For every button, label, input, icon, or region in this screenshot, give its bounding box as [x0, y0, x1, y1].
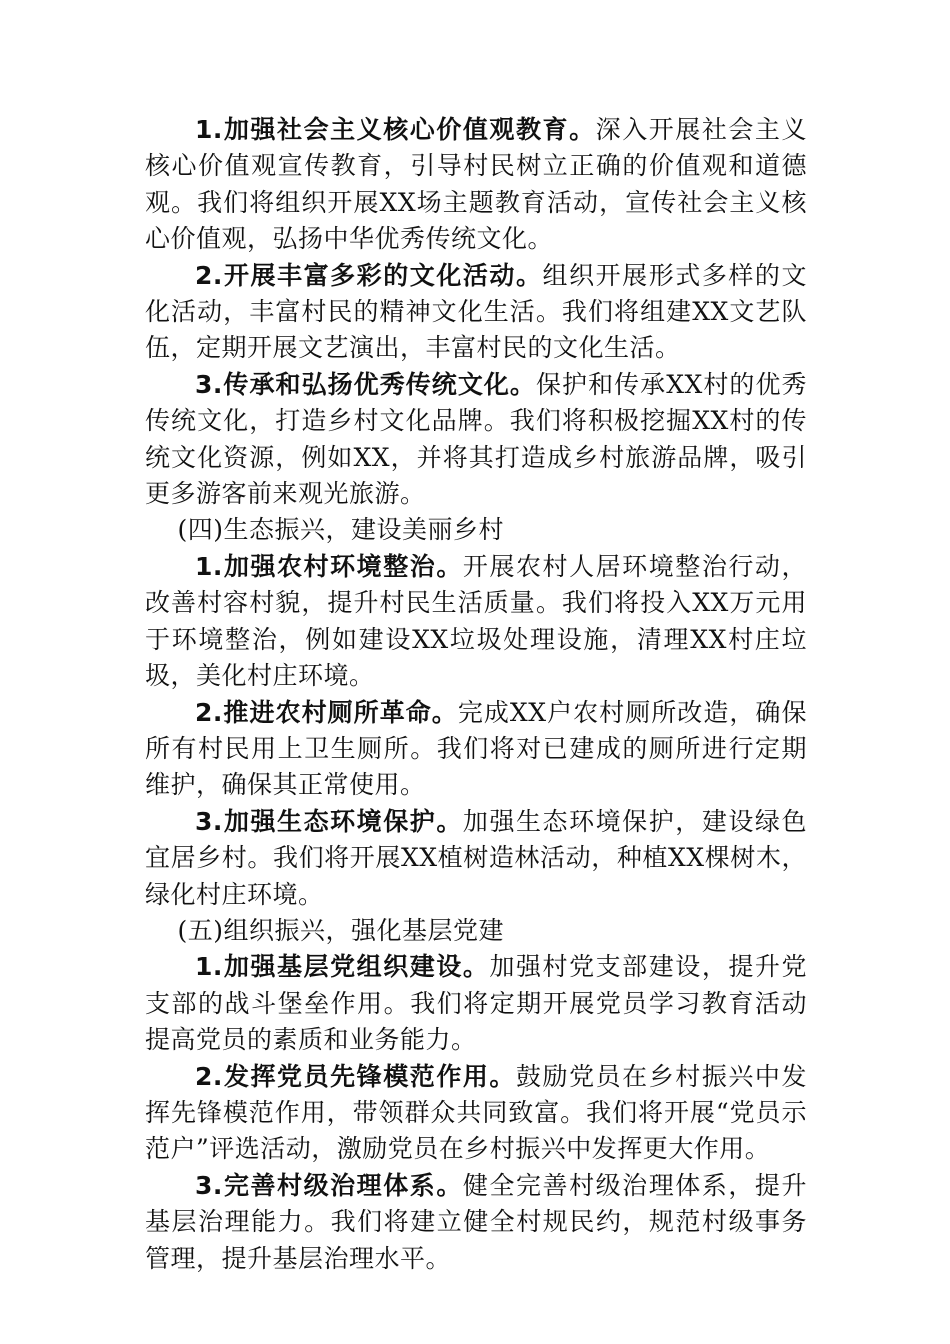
paragraph-ecology-3 [145, 804, 807, 913]
paragraph-lead: 1.加强基层党组织建设。 [195, 952, 490, 982]
paragraph-ecology-2 [145, 695, 807, 804]
paragraph-body: 深入开展社会主义核心价值观宣传教育，引导村民树立正确的价值观和道德观。我们将组织开展XX场主题教育活动，宣传社会主义核心价值观，弘扬中华优秀传统文化。 [145, 115, 807, 254]
paragraph-culture-3 [145, 367, 807, 513]
section-heading-ecology: (四)生态振兴，建设美丽乡村 [177, 515, 505, 545]
paragraph-lead: 3.加强生态环境保护。 [195, 806, 463, 836]
paragraph-body: 健全完善村级治理体系，提升基层治理能力。我们将建立健全村规民约，规范村级事务管理，提升基层治理水平。 [145, 1170, 807, 1273]
paragraph-body: 组织开展形式多样的文化活动，丰富村民的精神文化生活。我们将组建XX文艺队伍，定期开展文艺演出，丰富村民的文化生活。 [145, 260, 807, 363]
paragraph-lead: 1.加强农村环境整治。 [195, 551, 463, 581]
paragraph-lead: 3.完善村级治理体系。 [195, 1170, 463, 1200]
paragraph-culture-1 [145, 112, 807, 258]
paragraph-organization-2 [145, 1059, 807, 1168]
paragraph-lead: 2.开展丰富多彩的文化活动。 [195, 260, 543, 290]
paragraph-ecology-1 [145, 549, 807, 695]
paragraph-body: 完成XX户农村厕所改造，确保所有村民用上卫生厕所。我们将对已建成的厕所进行定期维护，确保其正常使用。 [145, 697, 807, 800]
document-page [145, 112, 807, 1277]
paragraph-culture-2 [145, 258, 807, 367]
paragraph-organization-1 [145, 949, 807, 1058]
paragraph-body: 保护和传承XX村的优秀传统文化，打造乡村文化品牌。我们将积极挖掘XX村的传统文化资源，例如XX，并将其打造成乡村旅游品牌，吸引更多游客前来观光旅游。 [145, 369, 807, 509]
section-heading-organization: (五)组织振兴，强化基层党建 [177, 915, 505, 945]
paragraph-lead: 2.发挥党员先锋模范作用。 [195, 1061, 516, 1091]
paragraph-organization-3 [145, 1168, 807, 1277]
paragraph-lead: 3.传承和弘扬优秀传统文化。 [195, 369, 536, 399]
paragraph-body: 鼓励党员在乡村振兴中发挥先锋模范作用，带领群众共同致富。我们将开展“党员示范户”评选活动，激励党员在乡村振兴中发挥更大作用。 [145, 1061, 807, 1164]
paragraph-lead: 2.推进农村厕所革命。 [195, 697, 458, 727]
paragraph-body: 加强生态环境保护，建设绿色宜居乡村。我们将开展XX植树造林活动，种植XX棵树木，绿化村庄环境。 [145, 806, 807, 909]
paragraph-body: 加强村党支部建设，提升党支部的战斗堡垒作用。我们将定期开展党员学习教育活动提高党员的素质和业务能力。 [145, 952, 807, 1055]
paragraph-lead: 1.加强社会主义核心价值观教育。 [195, 115, 596, 144]
paragraph-body: 开展农村人居环境整治行动，改善村容村貌，提升村民生活质量。我们将投入XX万元用于环境整治，例如建设XX垃圾处理设施，清理XX村庄垃圾，美化村庄环境。 [145, 551, 807, 691]
